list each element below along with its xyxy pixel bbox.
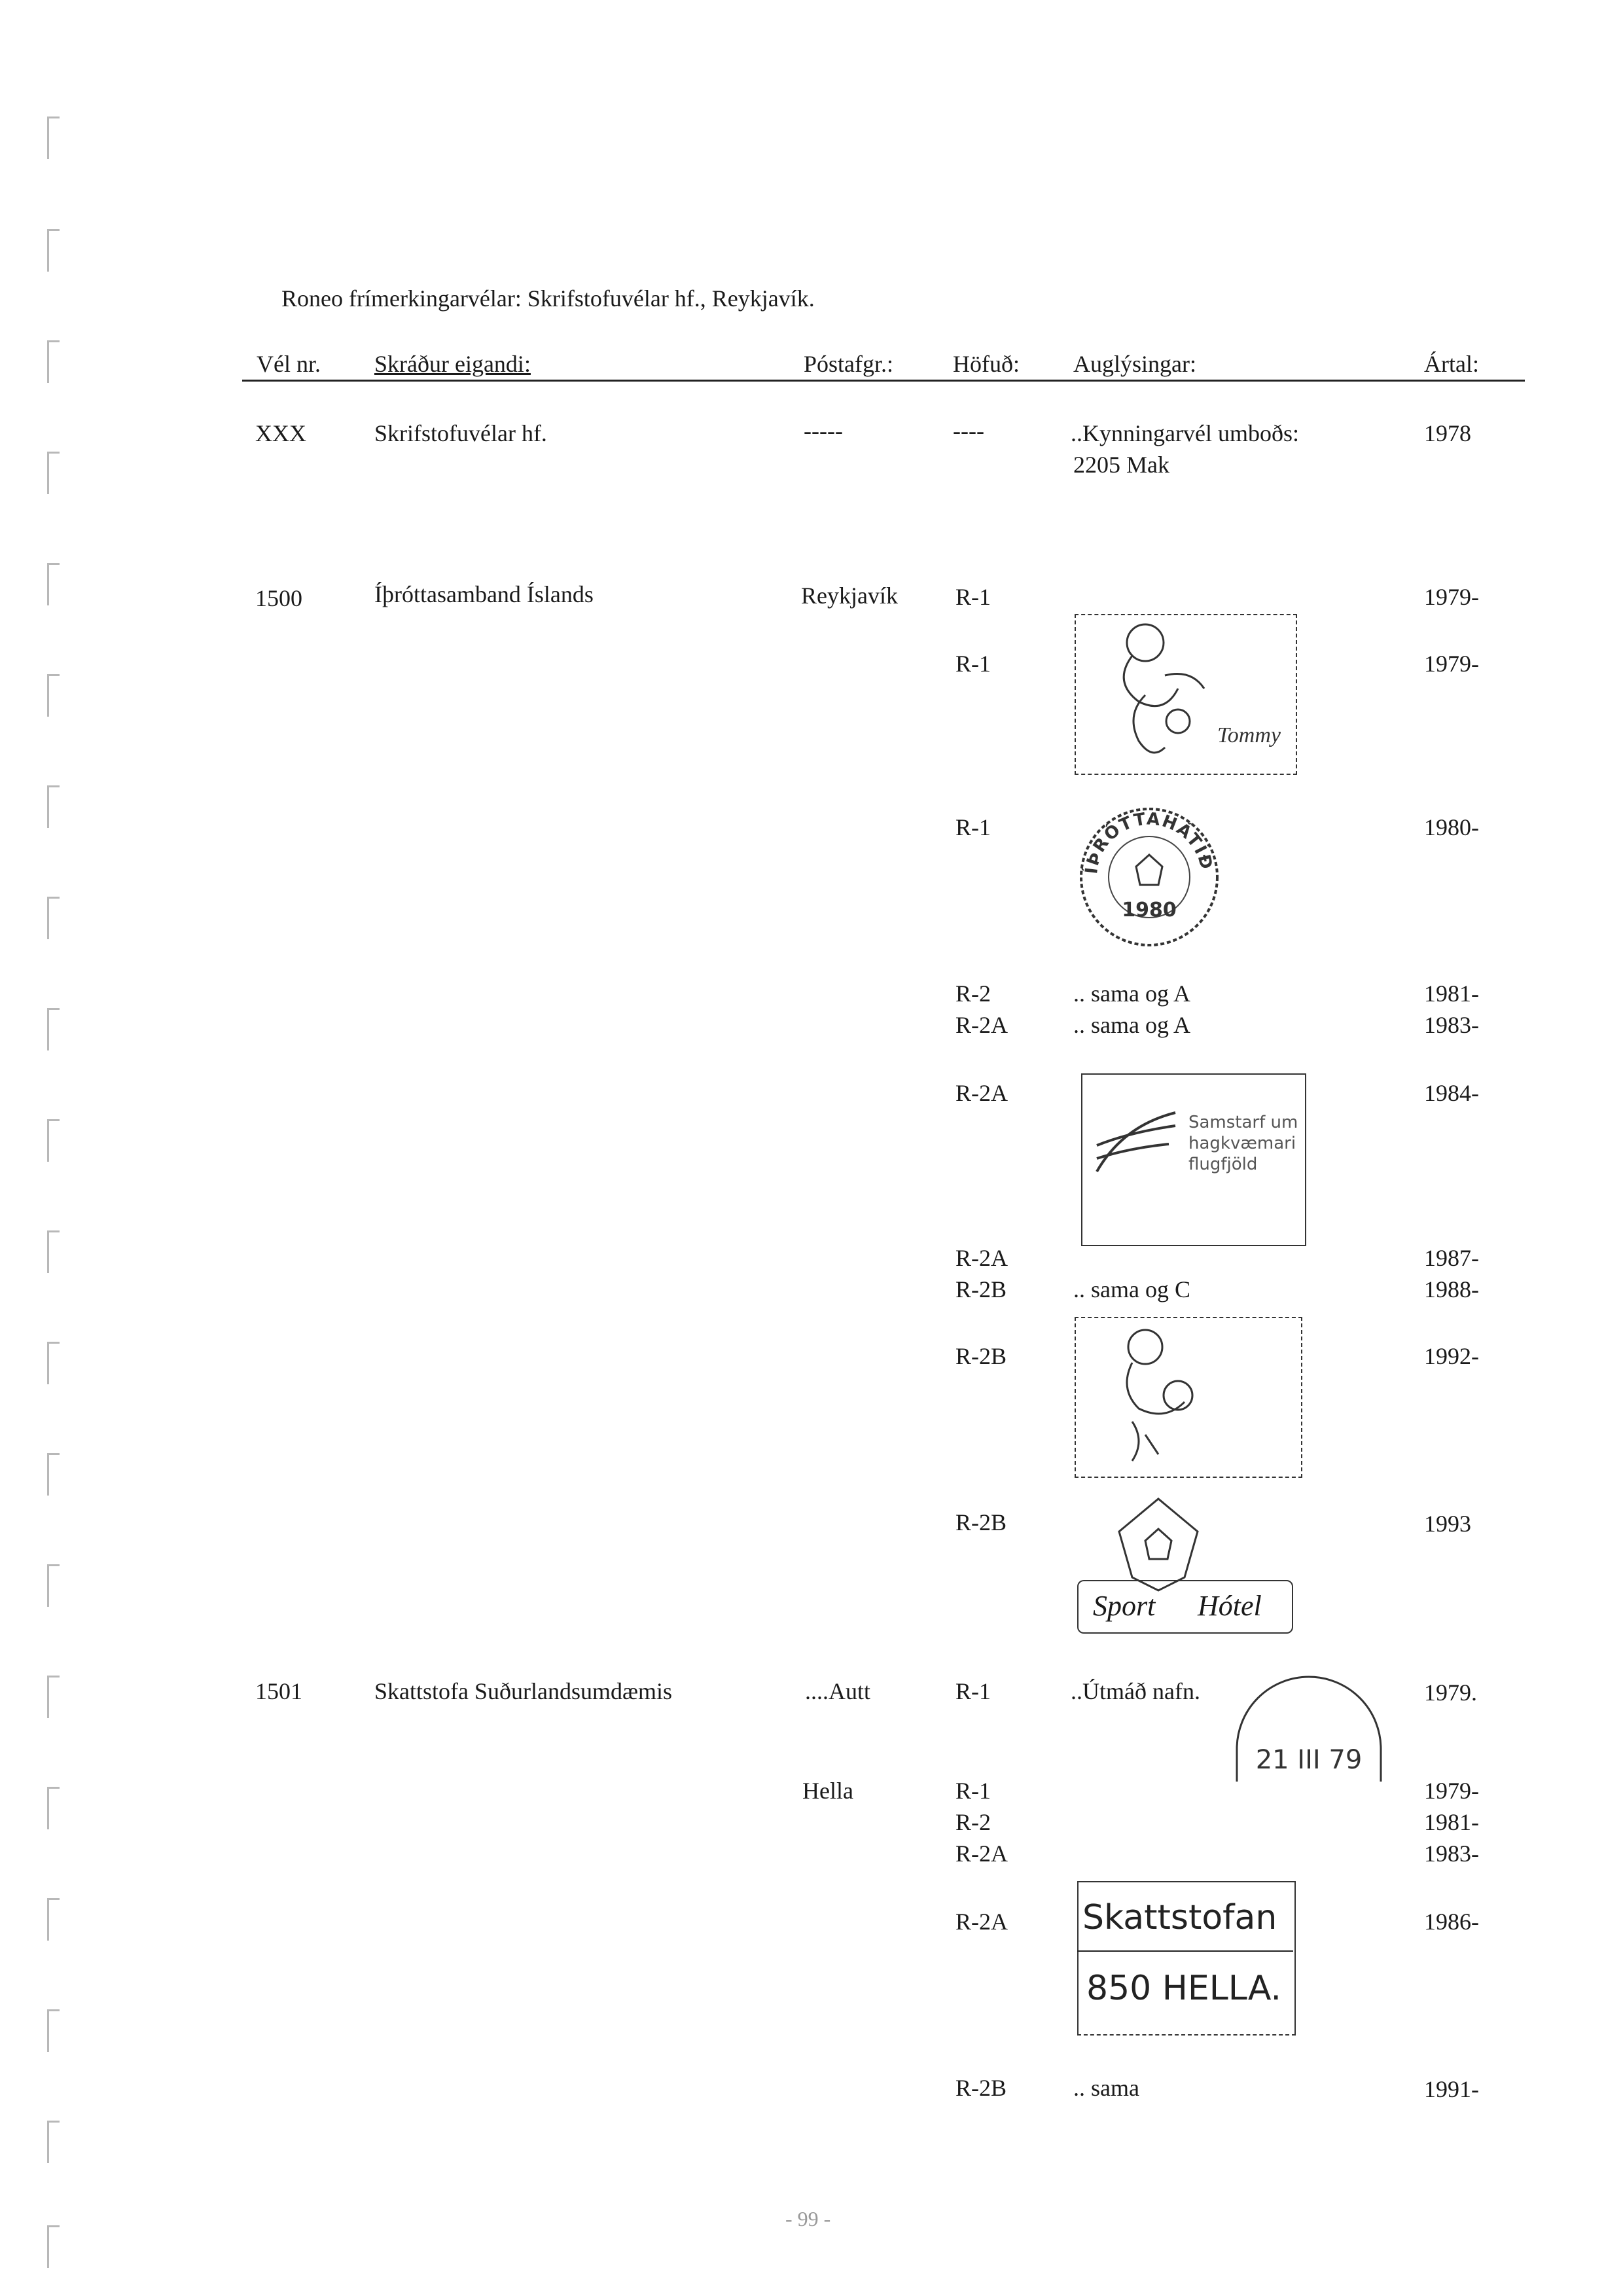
row-1501-head: R-2 <box>955 1809 991 1835</box>
stamp-c-wing-icon <box>1090 1106 1182 1178</box>
row-1500-year: 1980- <box>1424 814 1479 840</box>
binder-mark <box>47 2009 60 2052</box>
row-1500-head: R-2A <box>955 1080 1008 1106</box>
row-1500-year: 1987- <box>1424 1245 1479 1271</box>
row-1501-advert: .. sama <box>1073 2075 1139 2101</box>
stamp-f-divider <box>1077 1950 1293 1952</box>
row-1500-year: 1993 <box>1424 1511 1471 1537</box>
col-header-owner: Skráður eigandi: <box>374 351 531 377</box>
row-xxx-owner: Skrifstofuvélar hf. <box>374 420 547 446</box>
row-1500-year: 1983- <box>1424 1012 1479 1038</box>
row-1500-year: 1992- <box>1424 1343 1479 1369</box>
binder-mark <box>47 1008 60 1050</box>
row-1500-head: R-2 <box>955 980 991 1007</box>
stamp-d-figure-icon <box>1106 1323 1224 1471</box>
binder-mark <box>47 1787 60 1829</box>
stamp-b-seal-icon <box>1073 801 1225 953</box>
date-stamp-icon <box>1230 1670 1387 1782</box>
row-1501-owner: Skattstofa Suðurlandsumdæmis <box>374 1678 673 1704</box>
row-1501-year: 1981- <box>1424 1809 1479 1835</box>
row-1501-year: 1991- <box>1424 2076 1479 2102</box>
binder-mark <box>47 1676 60 1718</box>
row-xxx-no: XXX <box>255 420 306 446</box>
stamp-f-text-1: Skattstofan <box>1082 1898 1277 1937</box>
row-1500-head: R-2B <box>955 1276 1007 1302</box>
row-1500-head: R-1 <box>955 651 991 677</box>
page-number: - 99 - <box>785 2207 831 2231</box>
binder-mark <box>47 117 60 159</box>
row-1501-advert: ..Útmáð nafn. <box>1071 1678 1200 1704</box>
binder-mark <box>47 1898 60 1941</box>
row-1500-head: R-2A <box>955 1245 1008 1271</box>
row-1500-head: R-1 <box>955 584 991 610</box>
row-1501-head: R-2B <box>955 2075 1007 2101</box>
row-1501-head: R-1 <box>955 1678 991 1704</box>
col-header-machine-no: Vél nr. <box>257 351 321 377</box>
stamp-c-text-1: Samstarf um <box>1188 1113 1298 1132</box>
row-xxx-advert-1: ..Kynningarvél umboðs: <box>1071 420 1299 446</box>
stamp-a-figure-icon <box>1099 617 1296 771</box>
binder-mark <box>47 229 60 272</box>
row-1501-head: R-2A <box>955 1909 1008 1935</box>
row-1500-post-office: Reykjavík <box>801 583 898 609</box>
stamp-c-text-3: flugfjöld <box>1188 1155 1258 1174</box>
row-1500-head: R-2B <box>955 1509 1007 1535</box>
svg-text:ÍÞRÓTTAHÁTÍÐ <box>1080 809 1217 874</box>
row-1501-head: R-1 <box>955 1778 991 1804</box>
row-1501-year: 1979- <box>1424 1778 1479 1804</box>
row-1500-year: 1979- <box>1424 584 1479 610</box>
row-xxx-year: 1978 <box>1424 420 1471 446</box>
row-1500-head: R-1 <box>955 814 991 840</box>
page-title: Roneo frímerkingarvélar: Skrifstofuvélar hf., Reykjavík. <box>281 285 815 312</box>
row-xxx-head: ---- <box>953 418 984 444</box>
date-stamp-text: 21 III 79 <box>1255 1745 1363 1775</box>
row-1500-year: 1979- <box>1424 651 1479 677</box>
header-rule <box>242 380 1525 382</box>
stamp-e-shield-icon <box>1113 1495 1204 1593</box>
row-1500-advert: .. sama og A <box>1073 1012 1190 1038</box>
stamp-b-seal-text: ÍÞRÓTTAHÁTÍÐ <box>1082 809 1217 875</box>
binder-mark <box>47 340 60 383</box>
row-1500-year: 1984- <box>1424 1080 1479 1106</box>
binder-mark <box>47 2225 60 2268</box>
col-header-head: Höfuð: <box>953 351 1020 377</box>
row-1500-head: R-2A <box>955 1012 1008 1038</box>
row-1500-year: 1988- <box>1424 1276 1479 1302</box>
binder-mark <box>47 2121 60 2163</box>
binder-mark <box>47 1119 60 1162</box>
binder-mark <box>47 1453 60 1496</box>
row-1500-year: 1981- <box>1424 980 1479 1007</box>
svg-text:Tommy: Tommy <box>1217 723 1281 747</box>
row-1500-head: R-2B <box>955 1343 1007 1369</box>
row-1501-year: 1986- <box>1424 1909 1479 1935</box>
binder-mark <box>47 1342 60 1384</box>
binder-mark <box>47 1564 60 1607</box>
row-xxx-advert-2: 2205 Mak <box>1073 452 1169 478</box>
stamp-b-seal-year: 1980 <box>1122 899 1177 922</box>
row-1500-advert: .. sama og A <box>1073 980 1190 1007</box>
stamp-e-text-right: Hótel <box>1198 1590 1262 1622</box>
col-header-advert: Auglýsingar: <box>1073 351 1196 377</box>
stamp-e-text-left: Sport <box>1093 1590 1156 1622</box>
row-1501-year: 1979. <box>1424 1679 1477 1706</box>
stamp-c-text-2: hagkvæmari <box>1188 1134 1296 1153</box>
col-header-post-office: Póstafgr.: <box>804 351 894 377</box>
row-1501-head: R-2A <box>955 1840 1008 1867</box>
binder-mark <box>47 674 60 717</box>
row-1500-owner: Íþróttasamband Íslands <box>374 581 594 607</box>
row-1500-no: 1500 <box>255 585 302 611</box>
col-header-year: Ártal: <box>1424 351 1479 377</box>
stamp-f-text-2: 850 HELLA. <box>1086 1969 1282 2008</box>
binder-mark <box>47 563 60 605</box>
binder-mark <box>47 785 60 828</box>
binder-mark <box>47 897 60 939</box>
row-1501-post-office: Hella <box>802 1778 853 1804</box>
row-1501-post-office: ....Autt <box>805 1678 871 1704</box>
row-1500-advert: .. sama og C <box>1073 1276 1190 1302</box>
binder-mark <box>47 1230 60 1273</box>
binder-mark <box>47 452 60 494</box>
row-1501-year: 1983- <box>1424 1840 1479 1867</box>
row-xxx-post-office: ----- <box>804 418 843 444</box>
row-1501-no: 1501 <box>255 1678 302 1704</box>
